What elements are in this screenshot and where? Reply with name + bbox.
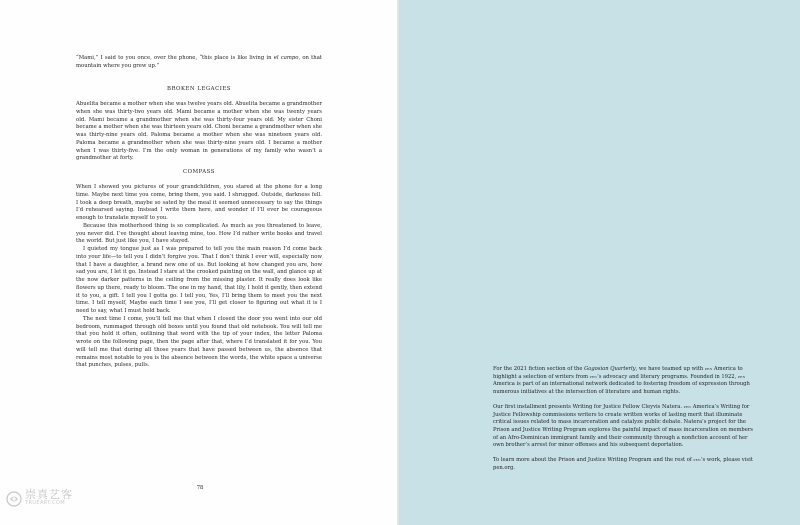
- note-text: Our first installment presents Writing for Justice Fellow Cleyvis Natera.: [493, 403, 684, 410]
- note-text: ’s work, please visit pen.org.: [493, 457, 753, 471]
- left-page: [0, 0, 399, 525]
- note-text: America’s Writing for Justice Fellowship commissions writers to create written works of lasting merit that illuminate critical issues related to mass incarceration and catalyze public debate. Natera’s project for the Prison and Justice Writing Program explores the painful impact of mass incarceration on members of an Afro-Dominican immigrant family and their community through a nonfiction account of her own brother’s arrest for minor offenses and his subsequent deportation.: [493, 403, 753, 449]
- note-paragraph: [493, 404, 753, 450]
- note-paragraph: [493, 457, 753, 472]
- intro-italic-term: el campo: [273, 55, 299, 61]
- intro-text-start: “Mami,” I said to you once, over the phone, “this place is like living in: [76, 55, 274, 61]
- compass-section: [76, 184, 322, 370]
- compass-paragraph: I quieted my tongue just as I was prepared to tell you the main reason I’d come back into your life—to tell you I didn’t forgive you. That I don’t think I ever will, especially now that I have a daughter, a brand new one of us. But looking at how changed you are, how sad you are, I let it go. Instead I stare at the crooked painting on the wall, and glance up at the now darker patterns in the ceiling from the missing plaster. It really does look like flowers up there, ready to bloom. The one in my hand, that lily, I hold it gently, then extend it to you, a gift. I tell you I gotta go. I tell you, Yes, I’ll bring them to meet you the next time. I tell myself, Maybe each time I see you, I’ll get closer to figuring out what it is I need to say, what I must hold back.: [76, 246, 322, 314]
- watermark-logo-icon: [6, 491, 22, 507]
- note-paragraph: [493, 366, 753, 397]
- publication-title: Gagosian Quarterly: [584, 366, 636, 372]
- note-text: America to highlight a selection of writers from: [493, 366, 743, 380]
- note-text: ’s advocacy and literary programs. Founded in 1922,: [597, 373, 738, 380]
- compass-paragraph: The next time I come, you’ll tell me that when I closed the door you went into our old bedroom, rummaged through old boxes until you found that old notebook. You will tell me that you hold it often, outlining that word with the tip of your index, the letter Paloma wrote on the following page, then the page after that, where I’d translated it for you. You will tell me that during all those years that have passed between us, the absence that remains most notable to you is the absence between the words, the white space a universe that punches, pulses, pulls.: [76, 315, 322, 369]
- broken-legacies-section: [76, 101, 322, 163]
- pen-smallcaps: pen: [693, 458, 701, 464]
- note-text: , we have teamed up with: [635, 366, 705, 372]
- note-text: To learn more about the Prison and Justice Writing Program and the rest of: [493, 457, 694, 464]
- pen-smallcaps: pen: [589, 374, 598, 380]
- pen-smallcaps: pen: [683, 404, 692, 410]
- pen-smallcaps: pen: [704, 367, 713, 372]
- broken-legacies-paragraph: Abuelita became a mother when she was twelve years old. Abuelita became a grandmother when she was thirty-two years old. Mami became a mother when she was twenty years old. Mami became a grandmother when she was thirty-four years old. My sister Choni became a mother when she was thirteen years old. Choni became a grandmother when she was thirty-nine years old. Paloma became a mother when she was nineteen years old. Paloma became a grandmother when she was thirty-nine years old. I became a mother when I was thirty-five. I’m the only woman in generations of my family who wasn’t a grandmother at forty.: [76, 101, 322, 162]
- section-heading-compass: COMPASS: [183, 169, 215, 175]
- watermark-english-text: TRUEART.COM: [25, 500, 66, 506]
- watermark: [6, 490, 73, 508]
- page-number: 78: [196, 485, 204, 491]
- note-text: For the 2021 fiction section of the: [493, 366, 585, 372]
- pen-smallcaps: pen: [737, 374, 746, 380]
- note-text: America is part of an international network dedicated to fostering freedom of expression through numerous initiatives at the intersection of literature and human rights.: [493, 381, 750, 396]
- intro-text-end: , on that mountain where you grew up.”: [76, 55, 322, 69]
- watermark-chinese-text: 崇真艺客: [25, 488, 73, 501]
- intro-quote: [76, 55, 322, 71]
- section-heading-broken-legacies: BROKEN LEGACIES: [167, 86, 231, 92]
- compass-paragraph: Because this motherhood thing is so complicated. As much as you threatened to leave, you never did. I’ve thought about leaving mine, too. How I’d rather write books and travel the world. But just like you, I have stayed.: [76, 222, 322, 245]
- editorial-note: [493, 366, 753, 479]
- compass-paragraph: When I showed you pictures of your grandchildren, you stared at the phone for a long time. Maybe next time you come, bring them, you said. I shrugged. Outside, darkness fell. I took a deep breath, maybe so sated by the meal it seemed unnecessary to say the things I’d rehearsed saying. Instead I write them here, and wonder if I’ll ever be courageous enough to translate myself to you.: [76, 184, 322, 221]
